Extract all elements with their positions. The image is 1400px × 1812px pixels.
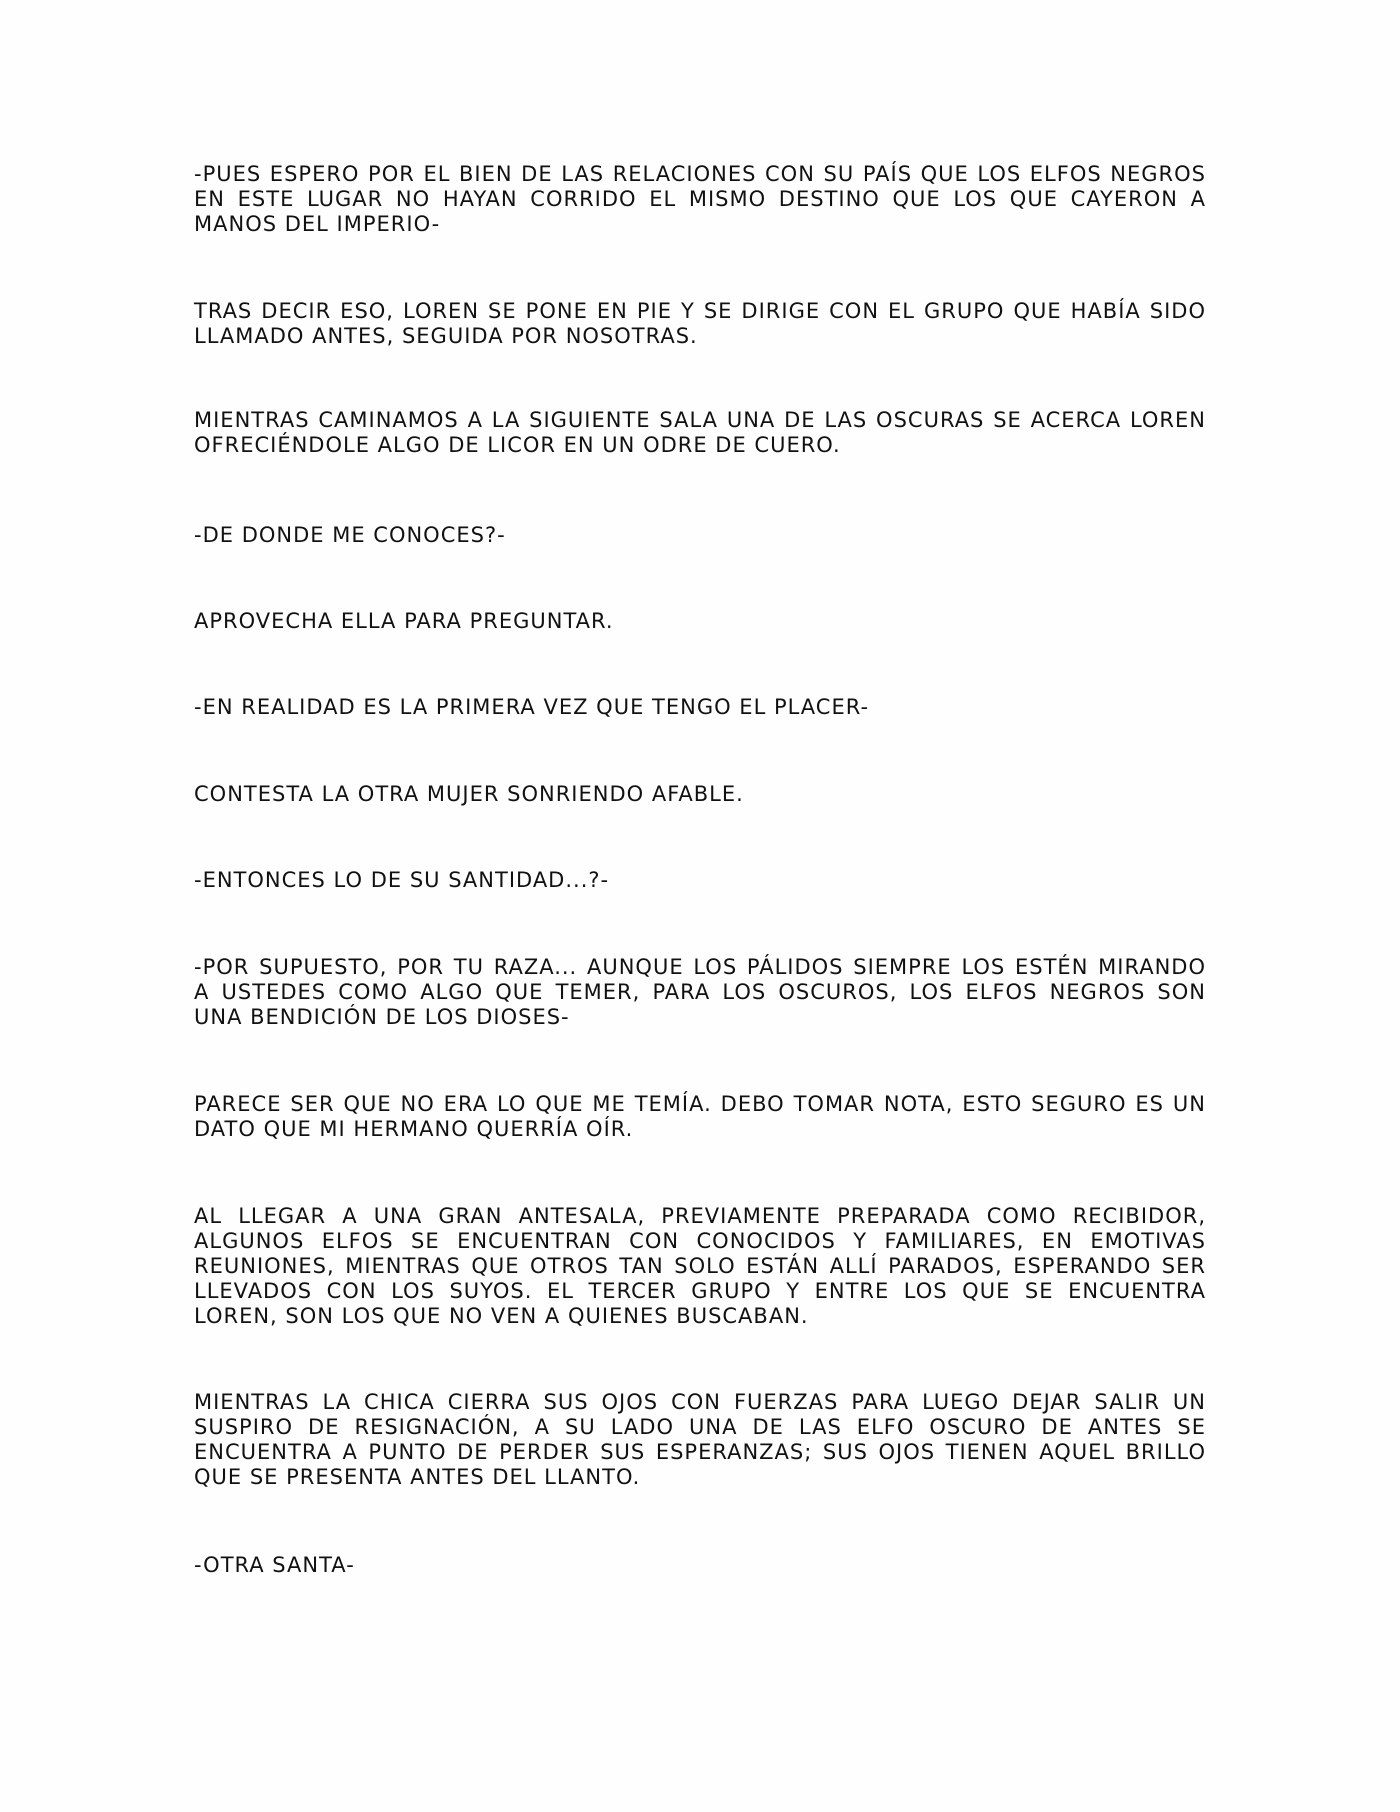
paragraph-10: PARECE SER QUE NO ERA LO QUE ME TEMÍA. DEBO TOMAR NOTA, ESTO SEGURO ES UN DATO QUE MI HERMANO QUERRÍA OÍR. xyxy=(194,1092,1206,1141)
paragraph-2: TRAS DECIR ESO, LOREN SE PONE EN PIE Y SE DIRIGE CON EL GRUPO QUE HABÍA SIDO LLAMADO ANTES, SEGUIDA POR NOSOTRAS. xyxy=(194,299,1206,348)
paragraph-11: AL LLEGAR A UNA GRAN ANTESALA, PREVIAMENTE PREPARADA COMO RECIBIDOR, ALGUNOS ELFOS SE ENCUENTRAN CON CONOCIDOS Y FAMILIARES, EN EMOTIVAS REUNIONES, MIENTRAS QUE OTROS TAN SOLO ESTÁN ALLÍ PARADOS, ESPERANDO SER LLEVADOS CON LOS SUYOS. EL TERCER GRUPO Y ENTRE LOS QUE SE ENCUENTRA LOREN, SON LOS QUE NO VEN A QUIENES BUSCABAN. xyxy=(194,1204,1206,1328)
paragraph-13: -OTRA SANTA- xyxy=(194,1553,355,1577)
paragraph-12: MIENTRAS LA CHICA CIERRA SUS OJOS CON FUERZAS PARA LUEGO DEJAR SALIR UN SUSPIRO DE RESIGNACIÓN, A SU LADO UNA DE LAS ELFO OSCURO DE ANTES SE ENCUENTRA A PUNTO DE PERDER SUS ESPERANZAS; SUS OJOS TIENEN AQUEL BRILLO QUE SE PRESENTA ANTES DEL LLANTO. xyxy=(194,1390,1206,1489)
paragraph-3: MIENTRAS CAMINAMOS A LA SIGUIENTE SALA UNA DE LAS OSCURAS SE ACERCA LOREN OFRECIÉNDOLE ALGO DE LICOR EN UN ODRE DE CUERO. xyxy=(194,408,1206,457)
paragraph-4: -DE DONDE ME CONOCES?- xyxy=(194,523,506,547)
paragraph-9: -POR SUPUESTO, POR TU RAZA... AUNQUE LOS PÁLIDOS SIEMPRE LOS ESTÉN MIRANDO A USTEDES COMO ALGO QUE TEMER, PARA LOS OSCUROS, LOS ELFOS NEGROS SON UNA BENDICIÓN DE LOS DIOSES- xyxy=(194,955,1206,1029)
paragraph-5: APROVECHA ELLA PARA PREGUNTAR. xyxy=(194,609,614,633)
paragraph-6: -EN REALIDAD ES LA PRIMERA VEZ QUE TENGO EL PLACER- xyxy=(194,695,870,719)
paragraph-1: -PUES ESPERO POR EL BIEN DE LAS RELACIONES CON SU PAÍS QUE LOS ELFOS NEGROS EN ESTE LUGAR NO HAYAN CORRIDO EL MISMO DESTINO QUE LOS QUE CAYERON A MANOS DEL IMPERIO- xyxy=(194,162,1206,236)
paragraph-7: CONTESTA LA OTRA MUJER SONRIENDO AFABLE. xyxy=(194,782,744,806)
paragraph-8: -ENTONCES LO DE SU SANTIDAD...?- xyxy=(194,868,610,892)
